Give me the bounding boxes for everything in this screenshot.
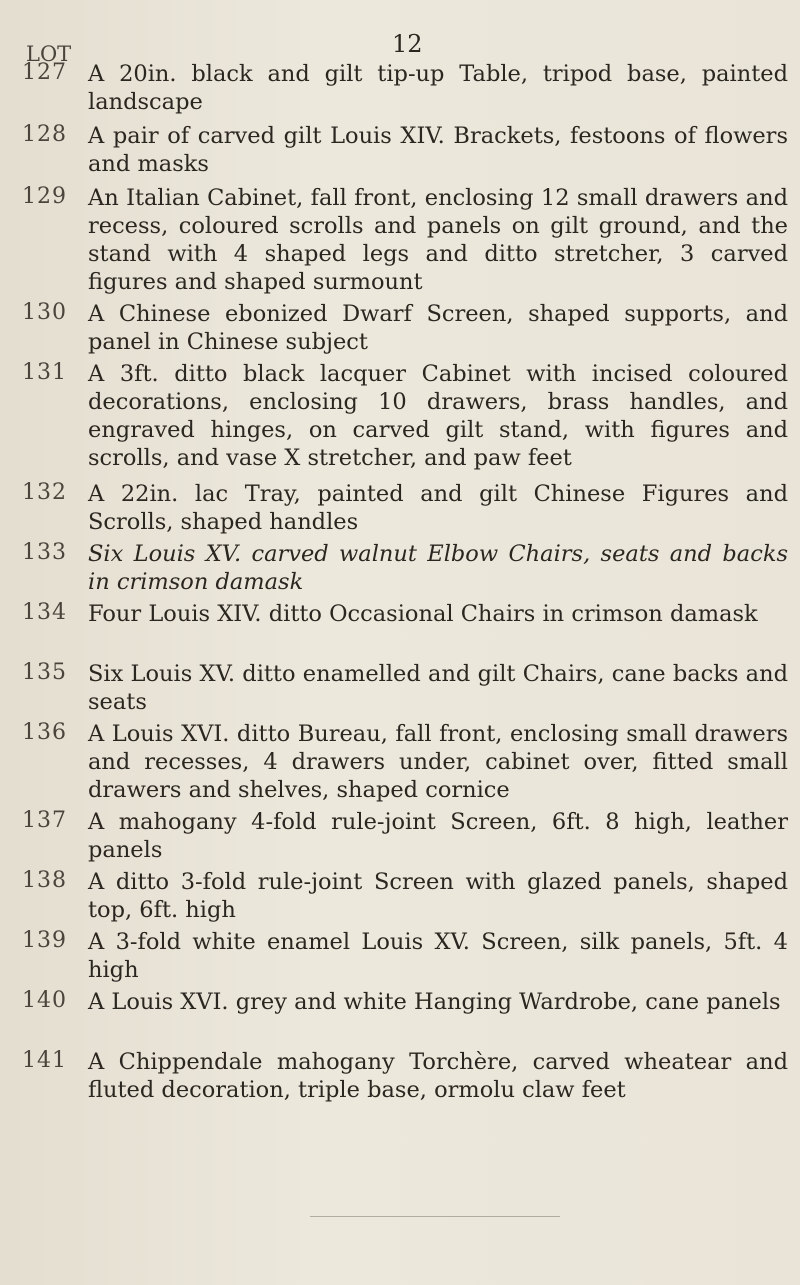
lot-number: 132 bbox=[22, 480, 67, 505]
lot-description: Four Louis XIV. ditto Occasional Chairs in crimson damask bbox=[88, 601, 758, 627]
lot-description: A ditto 3-fold rule-joint Screen with glazed panels, shaped top, 6ft. high bbox=[88, 869, 788, 923]
lot-number: 130 bbox=[22, 300, 67, 325]
lot-number: 128 bbox=[22, 122, 67, 147]
lot-number: 129 bbox=[22, 184, 67, 209]
lot-number: 137 bbox=[22, 808, 67, 833]
lot-description: A Chippendale mahogany Torchère, carved wheatear and fluted decoration, triple base, ormolu claw feet bbox=[88, 1049, 788, 1103]
lot-number: 135 bbox=[22, 660, 67, 685]
lot-description: A Chinese ebonized Dwarf Screen, shaped supports, and panel in Chinese subject bbox=[88, 301, 788, 355]
lot-number: 139 bbox=[22, 928, 67, 953]
page-number: 12 bbox=[392, 30, 423, 58]
lot-description: A 3-fold white enamel Louis XV. Screen, silk panels, 5ft. 4 high bbox=[88, 929, 788, 983]
page-header bbox=[0, 28, 800, 66]
lot-description: A 22in. lac Tray, painted and gilt Chinese Figures and Scrolls, shaped handles bbox=[88, 481, 788, 535]
lot-number: 140 bbox=[22, 988, 67, 1013]
lot-description: A 20in. black and gilt tip-up Table, tripod base, painted landscape bbox=[88, 61, 788, 115]
lot-description: Six Louis XV. ditto enamelled and gilt Chairs, cane backs and seats bbox=[88, 661, 788, 715]
lot-number: 133 bbox=[22, 540, 67, 565]
lot-number: 141 bbox=[22, 1048, 67, 1073]
lot-number: 136 bbox=[22, 720, 67, 745]
lot-number: 127 bbox=[22, 60, 67, 85]
lot-description: An Italian Cabinet, fall front, enclosing 12 small drawers and recess, coloured scrolls and panels on gilt ground, and the stand with 4 shaped legs and ditto stretcher, 3 carved figures and shaped surmount bbox=[88, 185, 788, 295]
lot-description: A Louis XVI. ditto Bureau, fall front, enclosing small drawers and recesses, 4 drawers under, cabinet over, fitted small drawers and shelves, shaped cornice bbox=[88, 721, 788, 803]
lot-number: 131 bbox=[22, 360, 67, 385]
lot-description: A Louis XVI. grey and white Hanging Wardrobe, cane panels bbox=[88, 989, 781, 1015]
lot-description: A pair of carved gilt Louis XIV. Brackets, festoons of flowers and masks bbox=[88, 123, 788, 177]
lot-description: A 3ft. ditto black lacquer Cabinet with incised coloured decorations, enclosing 10 drawers, brass handles, and engraved hinges, on carved gilt stand, with figures and scrolls, and vase X stretcher, and paw feet bbox=[88, 361, 788, 471]
lot-column-heading: LOT bbox=[26, 42, 72, 66]
lot-number: 138 bbox=[22, 868, 67, 893]
lot-number: 134 bbox=[22, 600, 67, 625]
lot-description: A mahogany 4-fold rule-joint Screen, 6ft. 8 high, leather panels bbox=[88, 809, 788, 863]
lot-description: Six Louis XV. carved walnut Elbow Chairs, seats and backs in crimson damask bbox=[88, 541, 788, 595]
footer-rule bbox=[310, 1216, 560, 1217]
